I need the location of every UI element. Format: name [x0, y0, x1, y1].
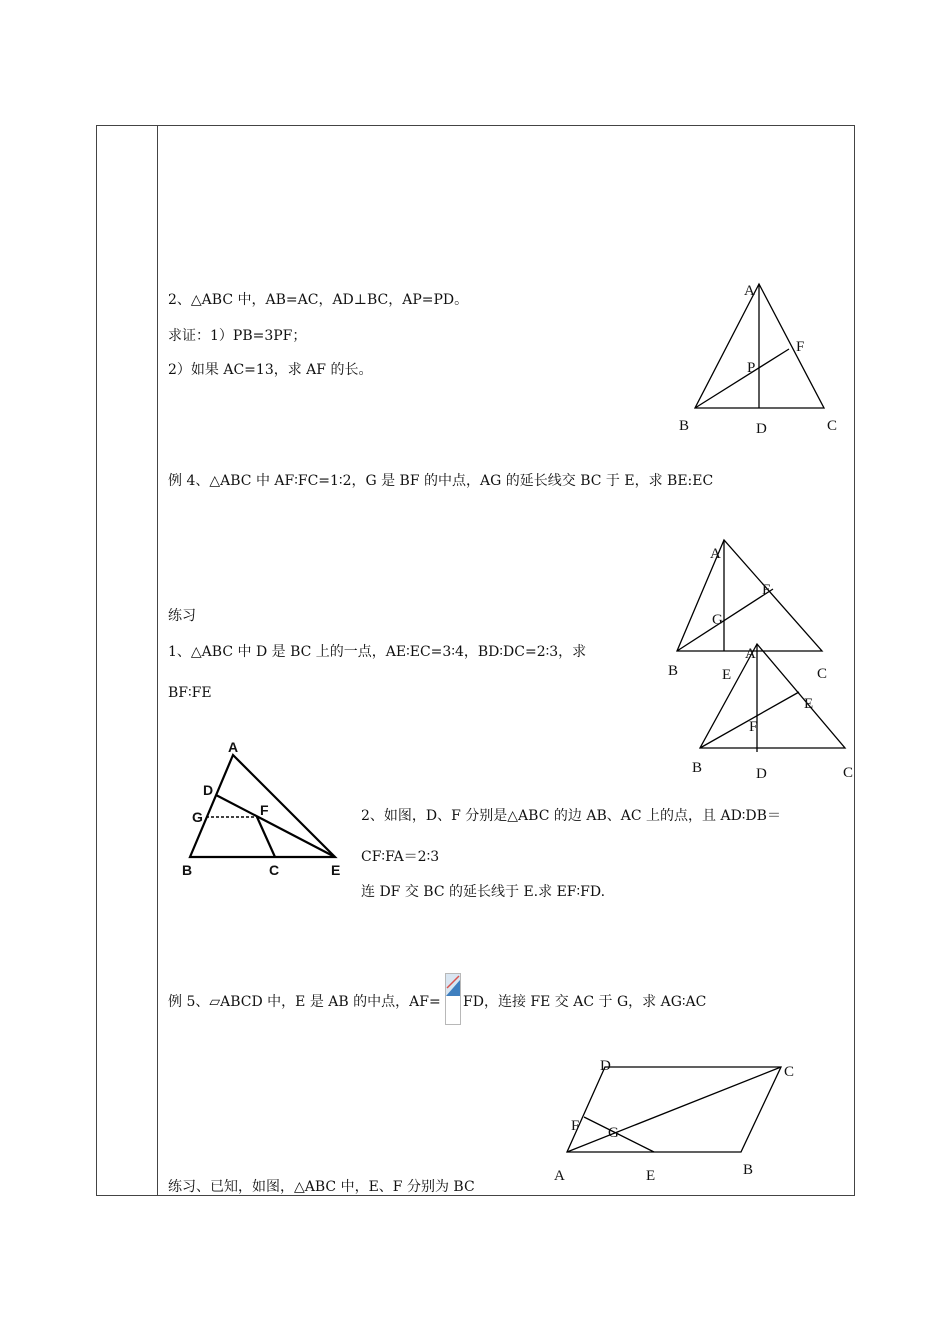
- fig4-label-C: C: [269, 862, 280, 878]
- fig3-label-C: C: [843, 765, 854, 781]
- fig5-label-B: B: [743, 1162, 754, 1178]
- fig1-label-P: P: [747, 360, 756, 376]
- problem2-line2: 求证：1）PB=3PF；: [168, 328, 307, 344]
- fig3-label-E: E: [804, 696, 814, 712]
- fig2-label-C: C: [817, 666, 828, 682]
- fig5-label-D: D: [600, 1058, 611, 1074]
- practice-q1-line2: BF∶FE: [168, 685, 212, 701]
- fig1-label-F: F: [796, 339, 805, 355]
- fig4-label-D: D: [203, 782, 214, 798]
- fig1-label-A: A: [744, 283, 755, 299]
- fig2-label-A: A: [710, 546, 721, 562]
- problem2-line3: 2）如果 AC=13，求 AF 的长。: [168, 362, 373, 378]
- fig5-label-C: C: [784, 1064, 795, 1080]
- fig4-label-F: F: [260, 802, 269, 818]
- fig1-label-C: C: [827, 418, 838, 434]
- fig1-label-B: B: [679, 418, 690, 434]
- fig2-label-B: B: [668, 663, 679, 679]
- fig3-label-B: B: [692, 760, 703, 776]
- example5-text-after: FD，连接 FE 交 AC 于 G，求 AG∶AC: [463, 994, 707, 1010]
- practice-title: 练习: [168, 608, 196, 624]
- practice-q1-line1: 1、△ABC 中 D 是 BC 上的一点，AE∶EC=3∶4，BD∶DC=2∶3，求: [168, 644, 587, 660]
- practice-q2-line3: 连 DF 交 BC 的延长线于 E.求 EF∶FD.: [361, 884, 606, 900]
- fig5-label-A: A: [554, 1168, 565, 1184]
- practice-last-text: 练习、已知，如图，△ABC 中，E、F 分别为 BC: [168, 1179, 475, 1195]
- practice-q2-line2: CF∶FA＝2∶3: [361, 849, 440, 865]
- fig2-label-F: F: [762, 582, 771, 598]
- fig4-label-G: G: [192, 809, 203, 825]
- fig3-label-F: F: [749, 719, 758, 735]
- fig5-label-F: F: [571, 1118, 580, 1134]
- fig1-label-D: D: [756, 421, 767, 437]
- practice-q2-line1: 2、如图，D、F 分别是△ABC 的边 AB、AC 上的点，且 AD∶DB＝: [361, 808, 781, 824]
- example5-text-before: 例 5、▱ABCD 中，E 是 AB 的中点，AF=: [168, 994, 441, 1010]
- fig5-label-G: G: [608, 1125, 619, 1141]
- fig4-label-B: B: [182, 862, 193, 878]
- fig3-label-D: D: [756, 766, 767, 782]
- fig5-label-E: E: [646, 1168, 656, 1184]
- fig2-label-E: E: [722, 667, 732, 683]
- fig3-label-A: A: [745, 646, 756, 662]
- example4-text: 例 4、△ABC 中 AF∶FC=1∶2，G 是 BF 的中点，AG 的延长线交 BC 于 E，求 BE:EC: [168, 473, 714, 489]
- problem2-line1: 2、△ABC 中，AB=AC，AD⊥BC，AP=PD。: [168, 292, 469, 308]
- fig4-label-A: A: [228, 739, 239, 755]
- fig2-label-G: G: [712, 612, 723, 628]
- fig4-label-E: E: [331, 862, 341, 878]
